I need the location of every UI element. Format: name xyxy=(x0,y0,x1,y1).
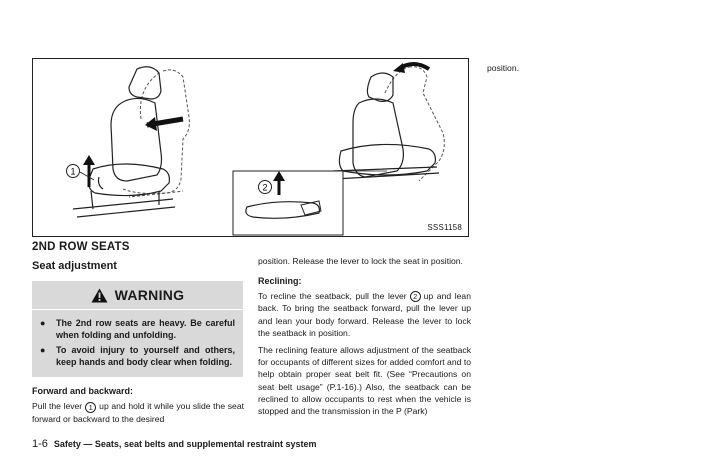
lever-1-arrow xyxy=(83,155,95,187)
page-number: 1-6 xyxy=(32,438,48,450)
reclining-text xyxy=(258,290,471,339)
forward-backward-heading: Forward and backward: xyxy=(32,386,134,397)
right-column-text: position. xyxy=(487,63,520,73)
seat-reclined-outline xyxy=(385,67,444,181)
seat-drawings xyxy=(33,59,470,238)
reclining-heading: Reclining: xyxy=(258,276,302,287)
forward-backward-text-end: up and hold it while you slide the seat forward or backward to the desired xyxy=(32,401,244,424)
seat-forward-position-outline xyxy=(123,70,189,197)
right-column xyxy=(487,62,687,74)
left-column xyxy=(32,240,244,425)
page-footer xyxy=(32,438,317,450)
lever-2-inset xyxy=(233,171,387,235)
warning-item-text: The 2nd row seats are heavy. Be careful when folding and unfolding. xyxy=(56,318,235,340)
seat-left-drawing xyxy=(73,67,175,217)
forward-backward-text-start: Pull the lever xyxy=(32,401,83,412)
warning-item xyxy=(40,345,235,368)
middle-column xyxy=(258,255,471,417)
warning-header xyxy=(32,281,243,310)
lever-1-marker: 1 xyxy=(85,402,96,413)
bullet-icon: ● xyxy=(40,345,46,356)
warning-item xyxy=(40,318,235,341)
callout-1-label: 1 xyxy=(70,166,76,177)
warning-triangle-icon xyxy=(91,288,108,303)
footer-title: Safety — Seats, seat belts and supplemental restraint system xyxy=(53,439,317,449)
warning-title: WARNING xyxy=(114,287,185,303)
slide-arrow xyxy=(145,117,183,131)
callout-2-label: 2 xyxy=(262,182,268,193)
bullet-icon: ● xyxy=(40,318,46,328)
forward-backward-continuation: position. Release the lever to lock the seat in position. xyxy=(258,256,463,266)
subsection-title: Seat adjustment xyxy=(32,260,117,272)
figure-code: SSS1158 xyxy=(427,223,462,232)
warning-box xyxy=(32,281,243,377)
seat-right-drawing xyxy=(333,73,439,179)
reclining-text-end: up and lean back. To bring the seatback forward, pull the lever up and lean your body forward. Release the lever to lock the seatback in position. xyxy=(258,291,471,338)
section-title: 2ND ROW SEATS xyxy=(32,241,130,253)
reclining-text-start: To recline the seatback, pull the lever xyxy=(258,291,407,302)
seat-illustration xyxy=(32,58,469,237)
warning-item-text: To avoid injury to yourself and others, keep hands and body clear when folding. xyxy=(56,345,235,367)
reclining-feature-text: The reclining feature allows adjustment of the seatback for occupants of different sizes for added comfort and to help obtain proper seat belt fit. (See “Precautions on seat belt usage” (P.1-16).) Also, the seatback can be reclined to allow occupants to rest when the vehicle is stopped and the transmission in the P (Park) xyxy=(258,345,471,417)
warning-list xyxy=(32,310,243,377)
forward-backward-text xyxy=(32,400,244,424)
lever-2-marker: 2 xyxy=(410,291,421,302)
